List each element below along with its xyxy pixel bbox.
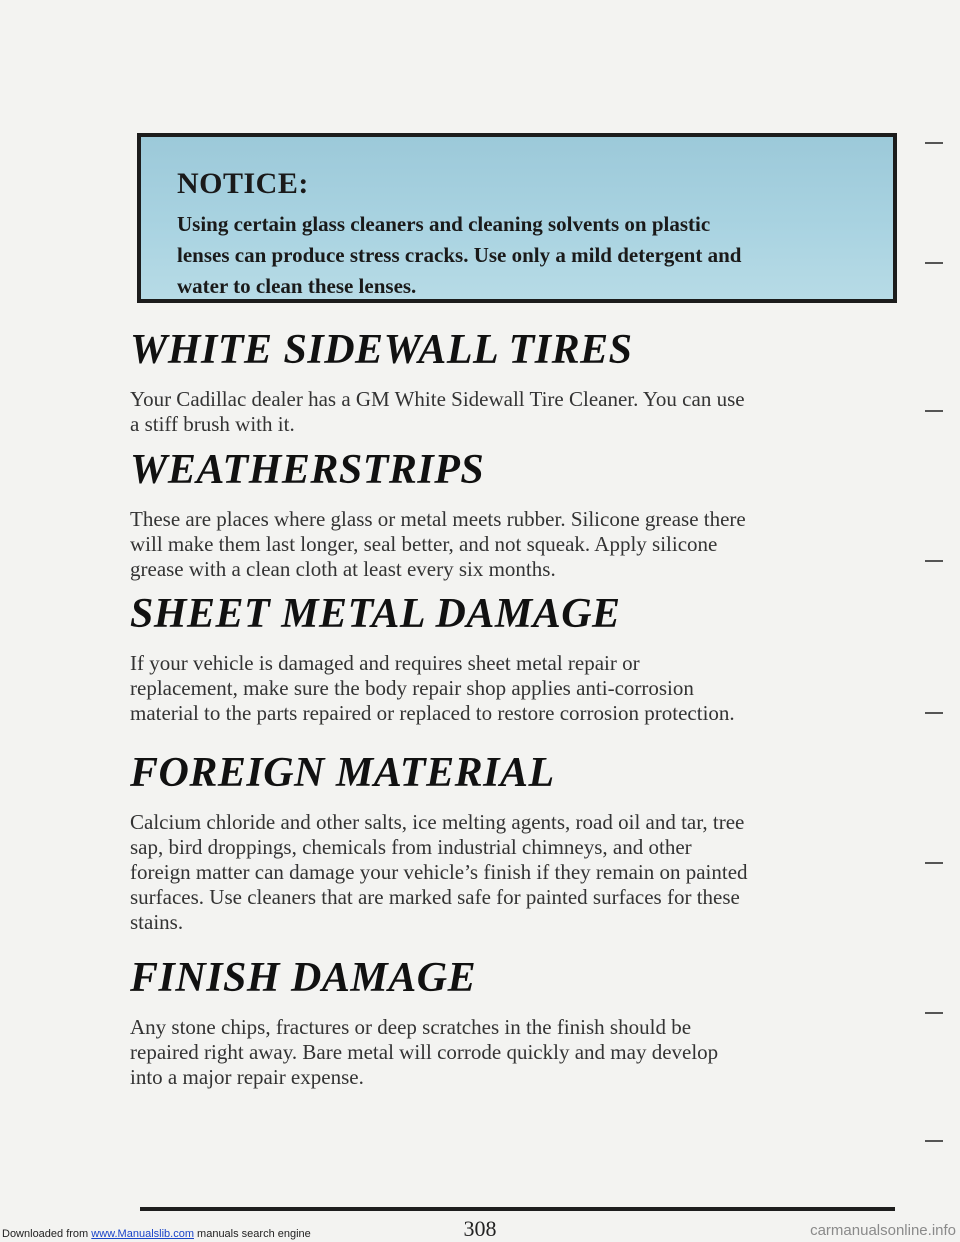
section-body: [130, 507, 900, 582]
body-line: These are places where glass or metal meets rubber. Silicone grease there: [130, 507, 746, 531]
body-line: Your Cadillac dealer has a GM White Sidewall Tire Cleaner. You can use: [130, 387, 745, 411]
edge-mark: [925, 712, 943, 714]
section-body: [130, 651, 900, 726]
section-body: [130, 1015, 900, 1090]
section-weatherstrips: [130, 447, 900, 582]
watermark-prefix: Downloaded from: [2, 1228, 92, 1240]
body-line: stains.: [130, 910, 184, 934]
body-line: material to the parts repaired or replaced to restore corrosion protection.: [130, 701, 735, 725]
body-line: will make them last longer, seal better, and not squeak. Apply silicone: [130, 532, 718, 556]
section-heading: WHITE SIDEWALL TIRES: [130, 327, 633, 373]
watermark-suffix: manuals search engine: [193, 1228, 311, 1240]
section-sheet-metal-damage: [130, 591, 900, 726]
edge-mark: [925, 142, 943, 144]
edge-mark: [925, 1140, 943, 1142]
edge-mark: [925, 262, 943, 264]
notice-text: [177, 209, 873, 302]
edge-mark: [925, 410, 943, 412]
notice-line: Using certain glass cleaners and cleaning solvents on plastic: [177, 212, 711, 236]
notice-line: lenses can produce stress cracks. Use only a mild detergent and: [177, 243, 742, 267]
body-line: replacement, make sure the body repair shop applies anti-corrosion: [130, 676, 694, 700]
body-line: Calcium chloride and other salts, ice melting agents, road oil and tar, tree: [130, 810, 745, 834]
edge-mark: [925, 862, 943, 864]
body-line: Any stone chips, fractures or deep scratches in the finish should be: [130, 1015, 692, 1039]
body-line: into a major repair expense.: [130, 1065, 364, 1089]
section-heading: WEATHERSTRIPS: [130, 447, 485, 493]
download-watermark: [2, 1228, 311, 1240]
section-heading: SHEET METAL DAMAGE: [130, 591, 621, 637]
body-line: If your vehicle is damaged and requires sheet metal repair or: [130, 651, 640, 675]
body-line: sap, bird droppings, chemicals from industrial chimneys, and other: [130, 835, 692, 859]
section-heading: FINISH DAMAGE: [130, 955, 477, 1001]
edge-mark: [925, 1012, 943, 1014]
section-foreign-material: [130, 750, 900, 935]
notice-box: [137, 133, 897, 303]
notice-line: water to clean these lenses.: [177, 274, 417, 298]
body-line: a stiff brush with it.: [130, 412, 295, 436]
footer-rule: [140, 1207, 895, 1211]
body-line: surfaces. Use cleaners that are marked safe for painted surfaces for these: [130, 885, 740, 909]
edge-mark: [925, 560, 943, 562]
section-white-sidewall-tires: [130, 327, 900, 437]
section-finish-damage: [130, 955, 900, 1090]
body-line: repaired right away. Bare metal will corrode quickly and may develop: [130, 1040, 719, 1064]
manualslib-link[interactable]: www.Manualslib.com: [91, 1228, 194, 1240]
section-body: [130, 810, 900, 935]
page-number: 308: [463, 1216, 497, 1241]
body-line: foreign matter can damage your vehicle’s finish if they remain on painted: [130, 860, 748, 884]
section-heading: FOREIGN MATERIAL: [130, 750, 555, 796]
section-body: [130, 387, 900, 437]
notice-title: NOTICE:: [177, 167, 309, 200]
site-watermark: carmanualsonline.info: [810, 1222, 956, 1239]
body-line: grease with a clean cloth at least every six months.: [130, 557, 556, 581]
